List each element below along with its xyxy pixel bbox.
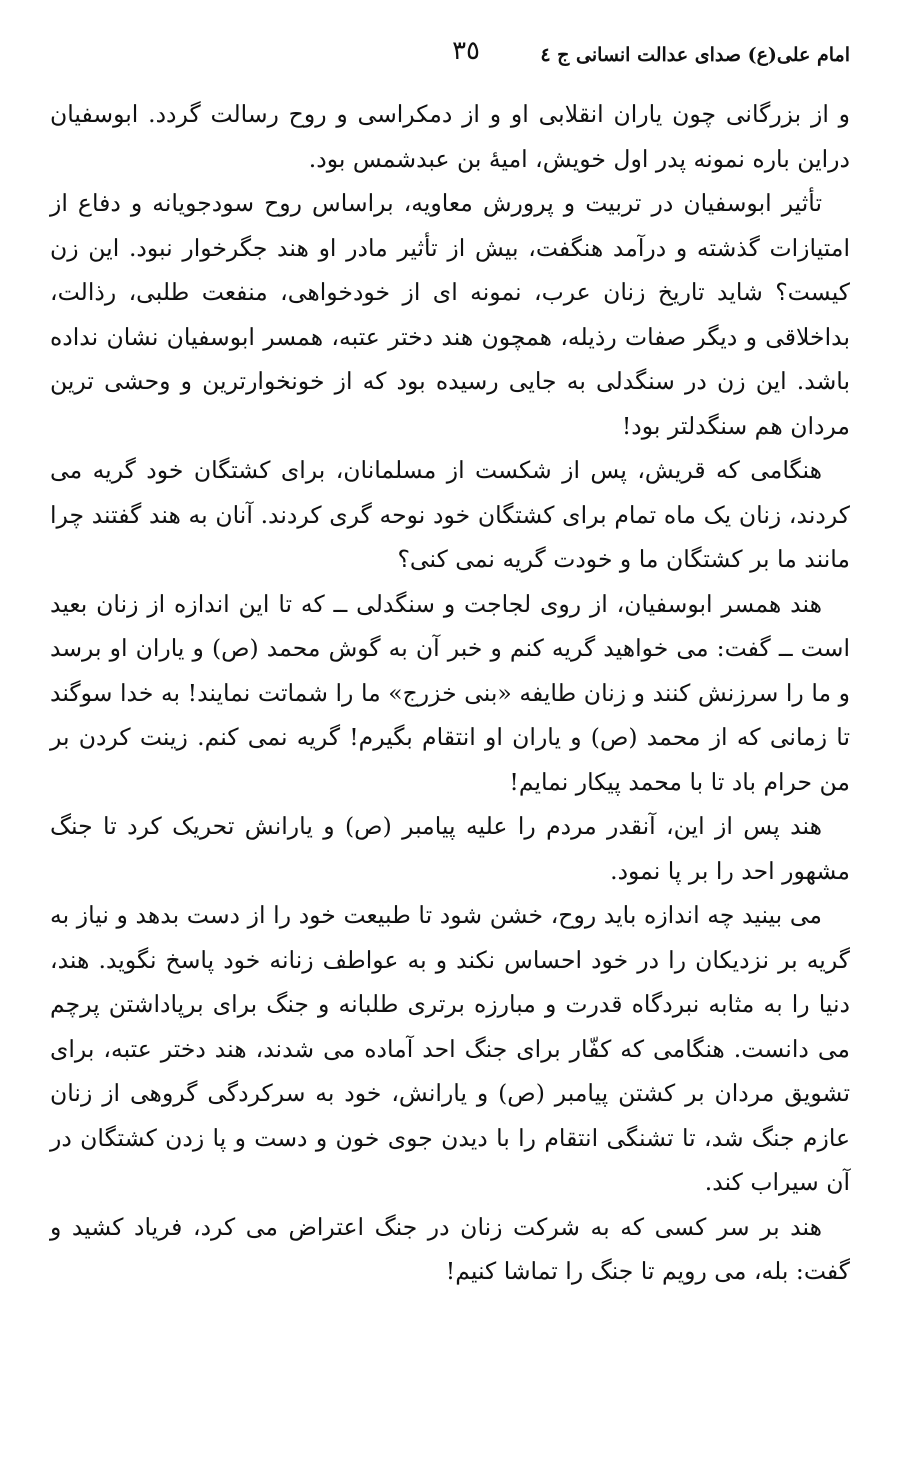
paragraph-1: و از بزرگانی چون یاران انقلابی او و از دمکراسی و روح رسالت گردد. ابوسفیان دراین باره نمونه پدر اول خویش، امیهٔ بن عبدشمس بود. [50, 100, 850, 173]
paragraph-4: هند همسر ابوسفیان، از روی لجاجت و سنگدلی ــ که تا این اندازه از زنان بعید است ــ گفت: می خواهید گریه کنم و خبر آن به گوش محمد (ص) و یاران او برسد و ما را سرزنش کنند و زنان طایفه «بنی خزرج» ما را شماتت نمایند! به خدا سوگند تا زمانی که از محمد (ص) و یاران او انتقام بگیرم! گریه نمی کنم. زینت کردن بر من حرام باد تا با محمد پیکار نمایم! [50, 589, 850, 796]
paragraph-6: می بینید چه اندازه باید روح، خشن شود تا طبیعت خود را از دست بدهد و نیاز به گریه بر نزدیکان را در خود احساس نکند و به عواطف زنانه خود پاسخ نگوید. هند، دنیا را به مثابه نبردگاه قدرت و مبارزه برتری طلبانه و جنگ برای برپاداشتن پرچم می دانست. هنگامی که کفّار برای جنگ احد آماده می شدند، هند دختر عتبه، برای تشویق مردان بر کشتن پیامبر (ص) و یارانش، خود به سرکردگی گروهی از زنان عازم جنگ شد، تا تشنگی انتقام را با دیدن جوی خون و دست و پا زدن کشتگان در آن سیراب کند. [50, 901, 850, 1196]
paragraph-7: هند بر سر کسی که به شرکت زنان در جنگ اعتراض می کرد، فریاد کشید و گفت: بله، می رویم تا جنگ را تماشا کنیم! [50, 1212, 850, 1285]
paragraph-2: تأثیر ابوسفیان در تربیت و پرورش معاویه، براساس روح سودجویانه و دفاع از امتیازات گذشته و درآمد هنگفت، بیش از تأثیر مادر او هند جگرخوار نبود. این زن کیست؟ شاید تاریخ زنان عرب، نمونه ای از خودخواهی، منفعت طلبی، رذالت، بداخلاقی و دیگر صفات رذیله، همچون هند دختر عتبه، همسر ابوسفیان نشان نداده باشد. این زن در سنگدلی به جایی رسیده بود که از خونخوارترین و وحشی ترین مردان هم سنگدلتر بود! [50, 189, 850, 440]
page-number: ٣٥ [452, 36, 480, 66]
paragraph-3: هنگامی که قریش، پس از شکست از مسلمانان، برای کشتگان خود گریه می کردند، زنان یک ماه تمام برای کشتگان خود نوحه گری کردند. آنان به هند گفتند چرا مانند ما بر کشتگان ما و خودت گریه نمی کنی؟ [50, 456, 850, 573]
paragraph-5: هند پس از این، آنقدر مردم را علیه پیامبر (ص) و یارانش تحریک کرد تا جنگ مشهور احد را بر پا نمود. [50, 812, 850, 885]
book-title-header: امام علی(ع) صدای عدالت انسانی ج ٤ [540, 44, 850, 66]
running-header [50, 36, 850, 76]
body-text [50, 92, 850, 1294]
